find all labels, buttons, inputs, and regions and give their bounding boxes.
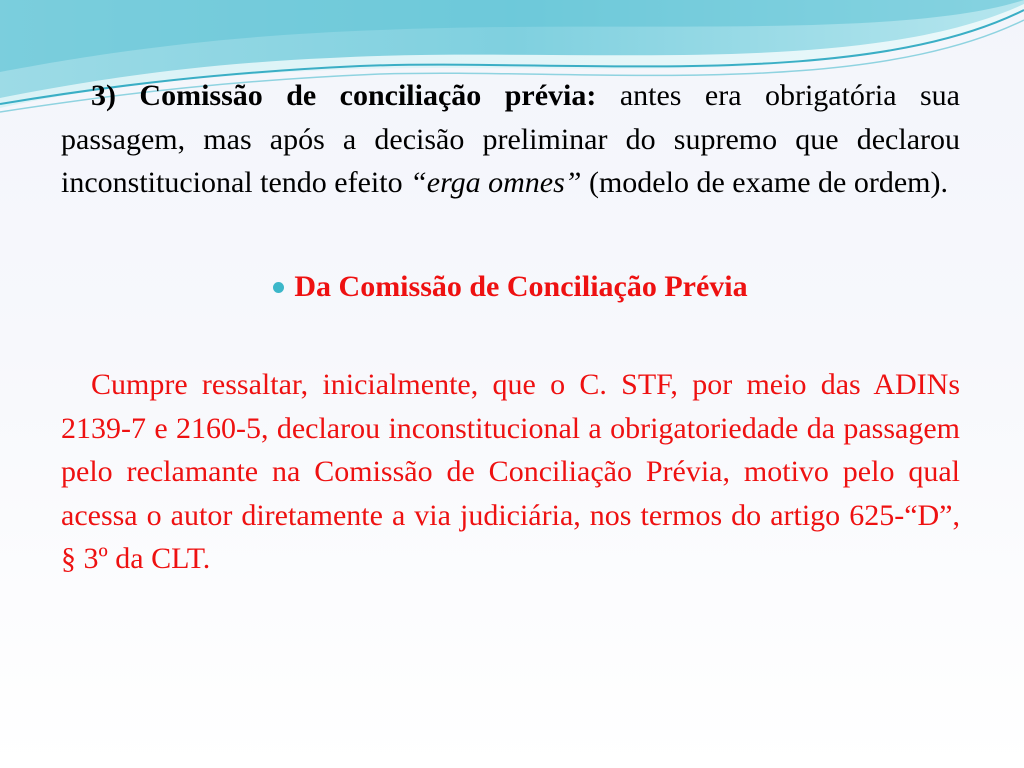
intro-paragraph — [61, 74, 960, 205]
section-title: Da Comissão de Conciliação Prévia — [294, 269, 748, 303]
section-heading-row — [61, 265, 960, 309]
slide-content — [61, 74, 960, 581]
body-paragraph: Cumpre ressaltar, inicialmente, que o C. STF, por meio das ADINs 2139-7 e 2160-5, declarou inconstitucional a obrigatoriedade da passagem pelo reclamante na Comissão de Conciliação Prévia, motivo pelo qual acessa o autor diretamente a via judiciária, nos termos do artigo 625-“D”, § 3º da CLT. — [61, 368, 960, 575]
intro-text-1: antes era obrigatória sua passagem, mas após a decisão preliminar do supremo que declarou inconstitucional tendo efeito — [61, 79, 961, 199]
round-bullet-icon — [273, 282, 284, 293]
intro-heading: 3) Comissão de conciliação prévia: — [91, 79, 597, 112]
intro-term: “erga omnes” — [410, 166, 582, 199]
intro-text-2: (modelo de exame de ordem). — [581, 166, 949, 199]
